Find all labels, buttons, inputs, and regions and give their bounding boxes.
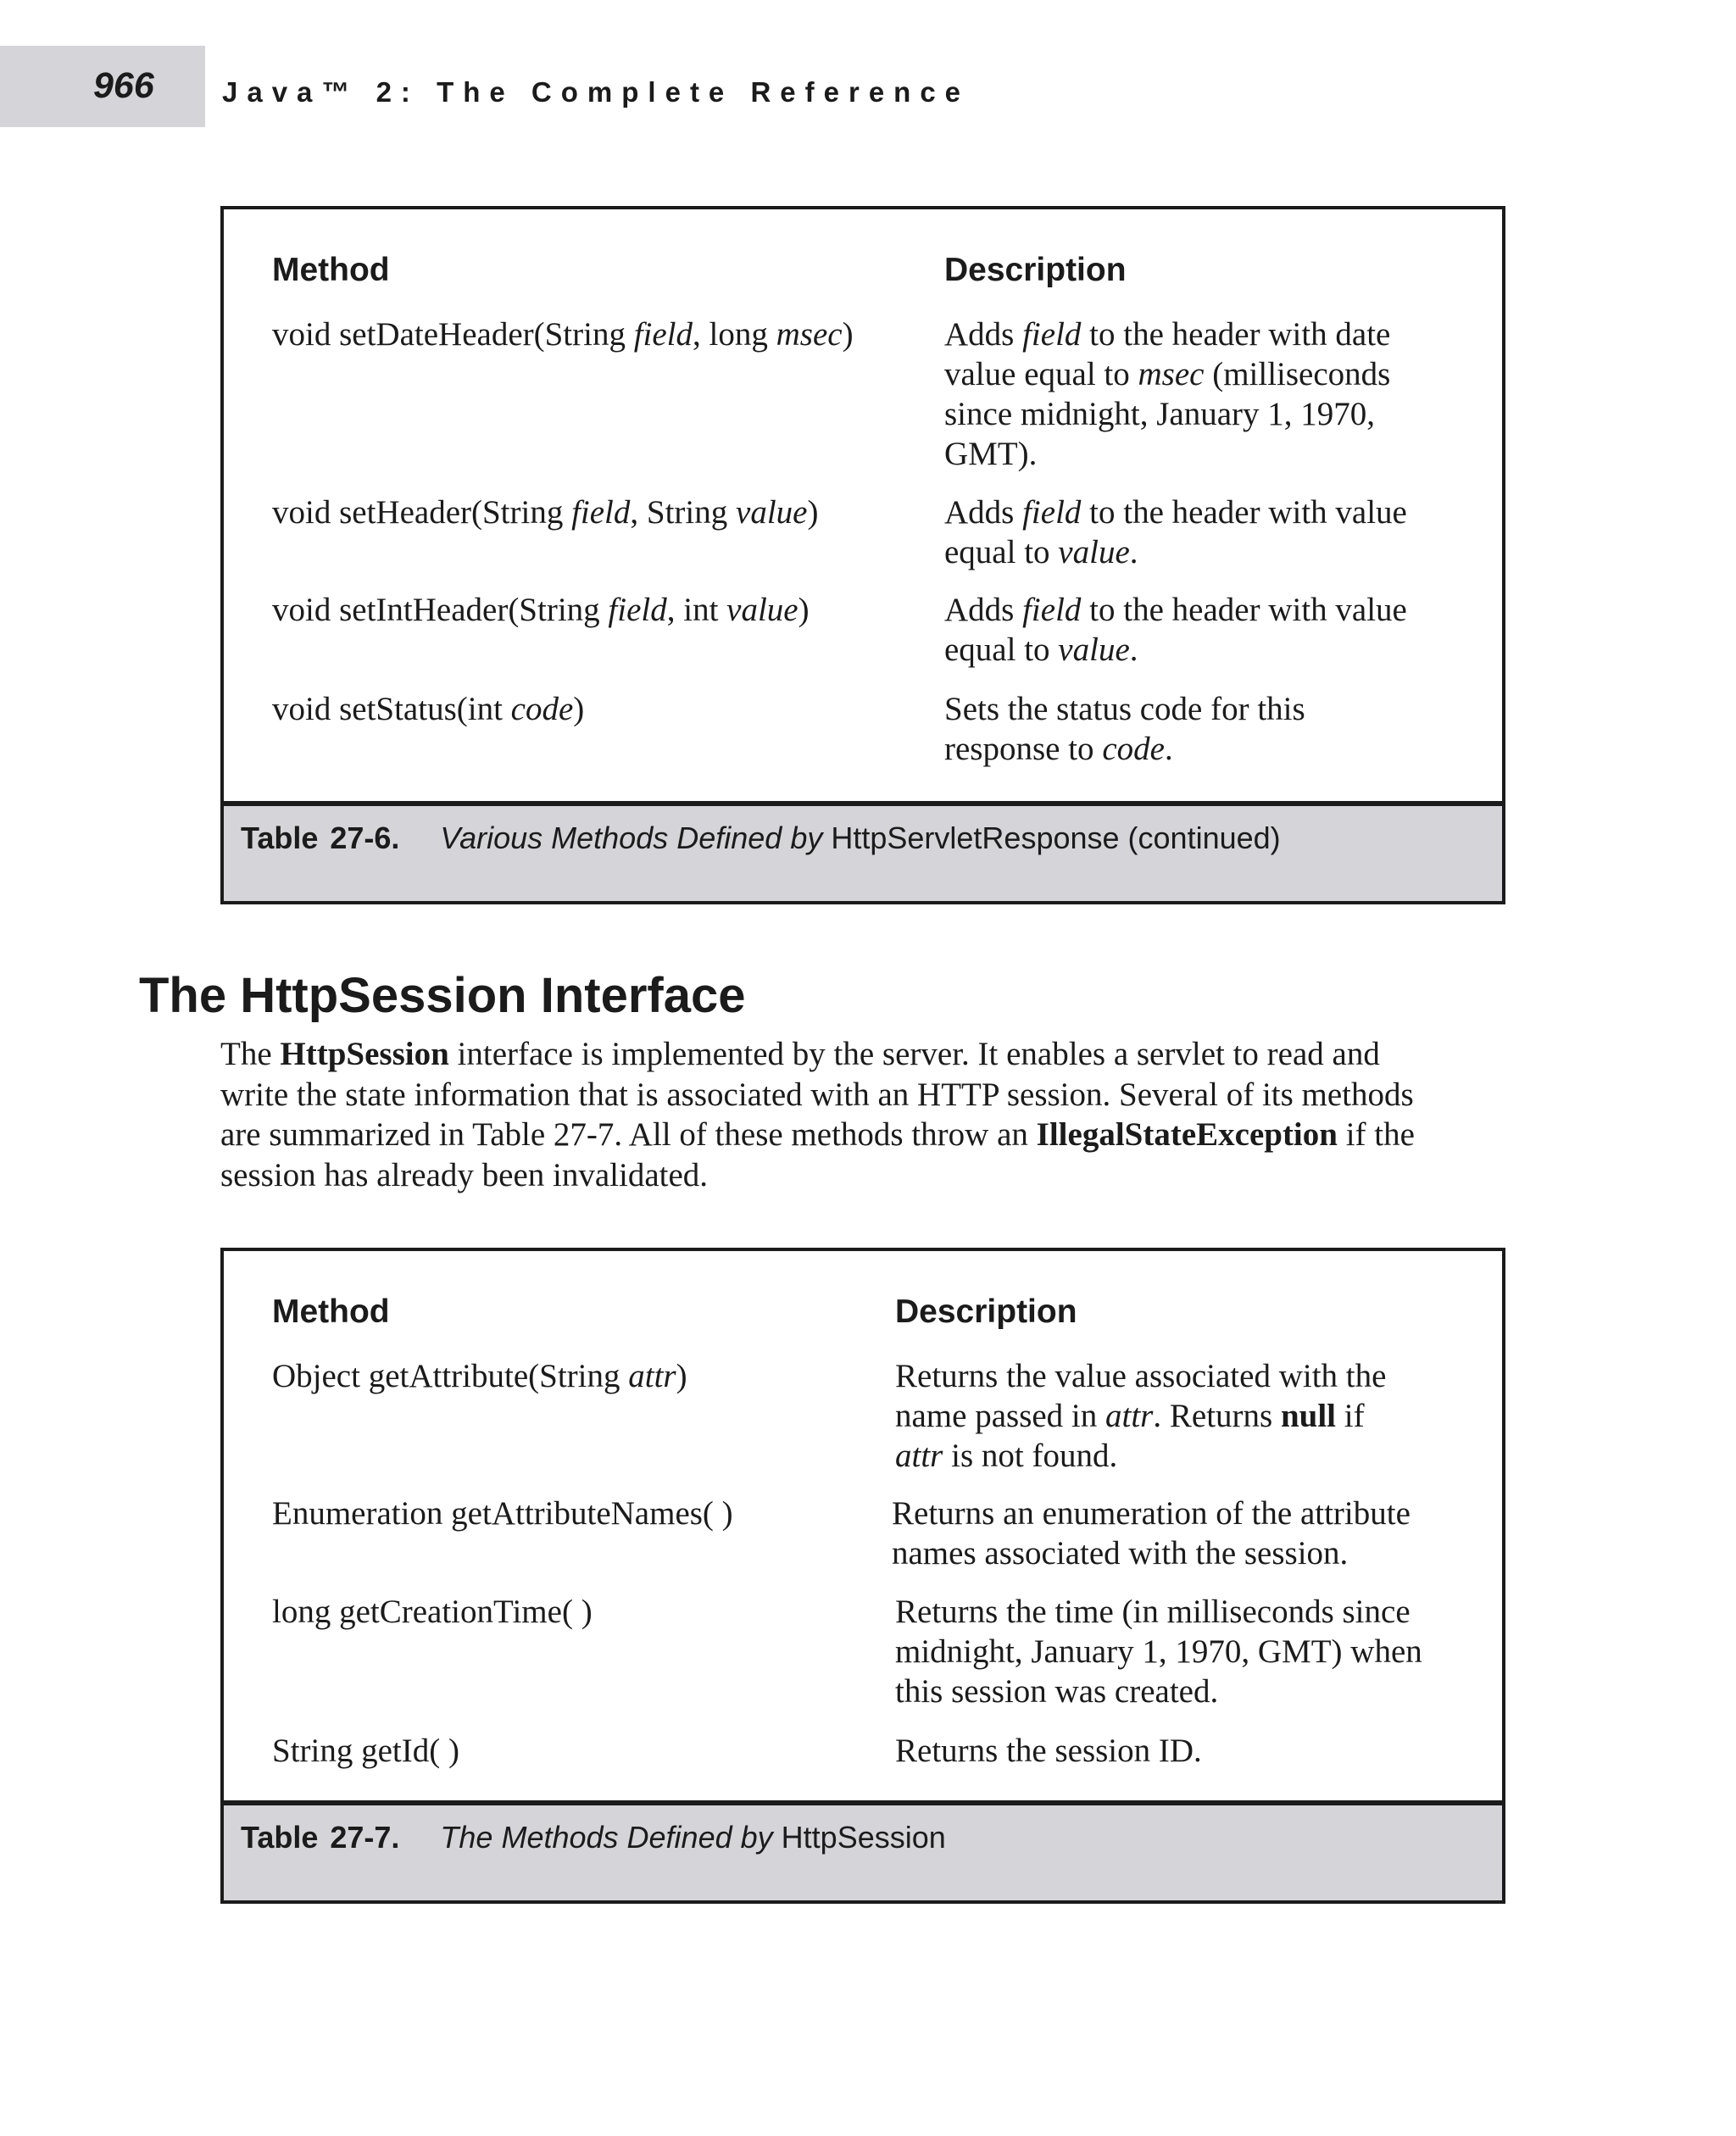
text-line: Returns the session ID. [895, 1733, 1202, 1769]
table-row-2-method [272, 492, 818, 532]
caption-class-name: HttpSession [781, 1820, 946, 1855]
text-line: Adds field to the header with value [944, 592, 1407, 628]
text-line: Object getAttribute(String attr) [272, 1358, 687, 1394]
text-line: value equal to msec (milliseconds [944, 356, 1391, 392]
text-line: response to code. [944, 731, 1173, 767]
column-header-description: Description [944, 252, 1127, 288]
table-row-1-description [944, 314, 1390, 474]
table-row-4-method [272, 689, 584, 729]
text-line: void setStatus(int code) [272, 691, 585, 727]
table-caption-bar [224, 1800, 1502, 1900]
table-caption [241, 820, 1281, 855]
text-line: Adds field to the header with value [944, 494, 1407, 531]
text-line: Returns the value associated with the [895, 1358, 1387, 1394]
page-number: 966 [93, 65, 154, 106]
table-row-4-method [272, 1731, 459, 1771]
column-header-method: Method [272, 1293, 390, 1330]
caption-number: 27-7. [330, 1820, 400, 1855]
text-line: Enumeration getAttributeNames( ) [272, 1495, 733, 1532]
text-line: name passed in attr. Returns null if [895, 1398, 1365, 1434]
table-caption-bar [224, 801, 1502, 901]
table-row-3-method [272, 590, 810, 630]
text-line: Returns the time (in milliseconds since [895, 1594, 1410, 1630]
table-row-1-method [272, 1356, 687, 1396]
body-paragraph [220, 1034, 1526, 1195]
text-line: equal to value. [944, 631, 1138, 668]
table-row-1-method [272, 314, 854, 354]
text-line: void setDateHeader(String field, long msec) [272, 316, 854, 353]
caption-class-name: HttpServletResponse [831, 820, 1120, 855]
text-line: Sets the status code for this [944, 691, 1305, 727]
table-row-3-method [272, 1592, 593, 1632]
text-line: midnight, January 1, 1970, GMT) when [895, 1633, 1422, 1670]
text-line: attr is not found. [895, 1438, 1118, 1474]
table-row-3-description [895, 1592, 1422, 1711]
text-line: String getId( ) [272, 1733, 459, 1769]
table-27-6 [220, 206, 1505, 904]
table-27-7 [220, 1248, 1505, 1904]
section-heading: The HttpSession Interface [139, 968, 746, 1023]
text-line: since midnight, January 1, 1970, [944, 396, 1376, 432]
text-line: GMT). [944, 436, 1038, 472]
caption-label: Table [241, 820, 319, 855]
text-line: void setHeader(String field, String value) [272, 494, 819, 531]
table-row-4-description [895, 1731, 1202, 1771]
running-title: Java™ 2: The Complete Reference [222, 76, 971, 108]
caption-number: 27-6. [330, 820, 400, 855]
caption-title: Various Methods Defined by [440, 820, 823, 855]
text-line: Adds field to the header with date [944, 316, 1391, 353]
caption-label: Table [241, 1820, 319, 1855]
text-line: long getCreationTime( ) [272, 1594, 593, 1630]
table-row-1-description [895, 1356, 1386, 1476]
text-line: equal to value. [944, 534, 1138, 570]
table-caption [241, 1822, 946, 1853]
text-line: session has already been invalidated. [220, 1156, 709, 1193]
caption-title: The Methods Defined by [440, 1820, 773, 1855]
text-line: The HttpSession interface is implemented by the server. It enables a servlet to read and [220, 1036, 1380, 1072]
table-row-2-method [272, 1494, 733, 1533]
text-line: Returns an enumeration of the attribute [892, 1495, 1410, 1532]
column-header-description: Description [895, 1293, 1077, 1330]
table-row-3-description [944, 590, 1407, 670]
text-line: void setIntHeader(String field, int value) [272, 592, 810, 628]
text-line: names associated with the session. [892, 1535, 1349, 1571]
table-row-4-description [944, 689, 1305, 769]
table-row-2-description [892, 1494, 1410, 1573]
column-header-method: Method [272, 252, 390, 288]
caption-suffix: (continued) [1127, 820, 1281, 855]
table-row-2-description [944, 492, 1407, 572]
text-line: write the state information that is associated with an HTTP session. Several of its methods [220, 1076, 1414, 1113]
text-line: this session was created. [895, 1673, 1219, 1710]
text-line: are summarized in Table 27-7. All of these methods throw an IllegalStateException if the [220, 1116, 1415, 1153]
